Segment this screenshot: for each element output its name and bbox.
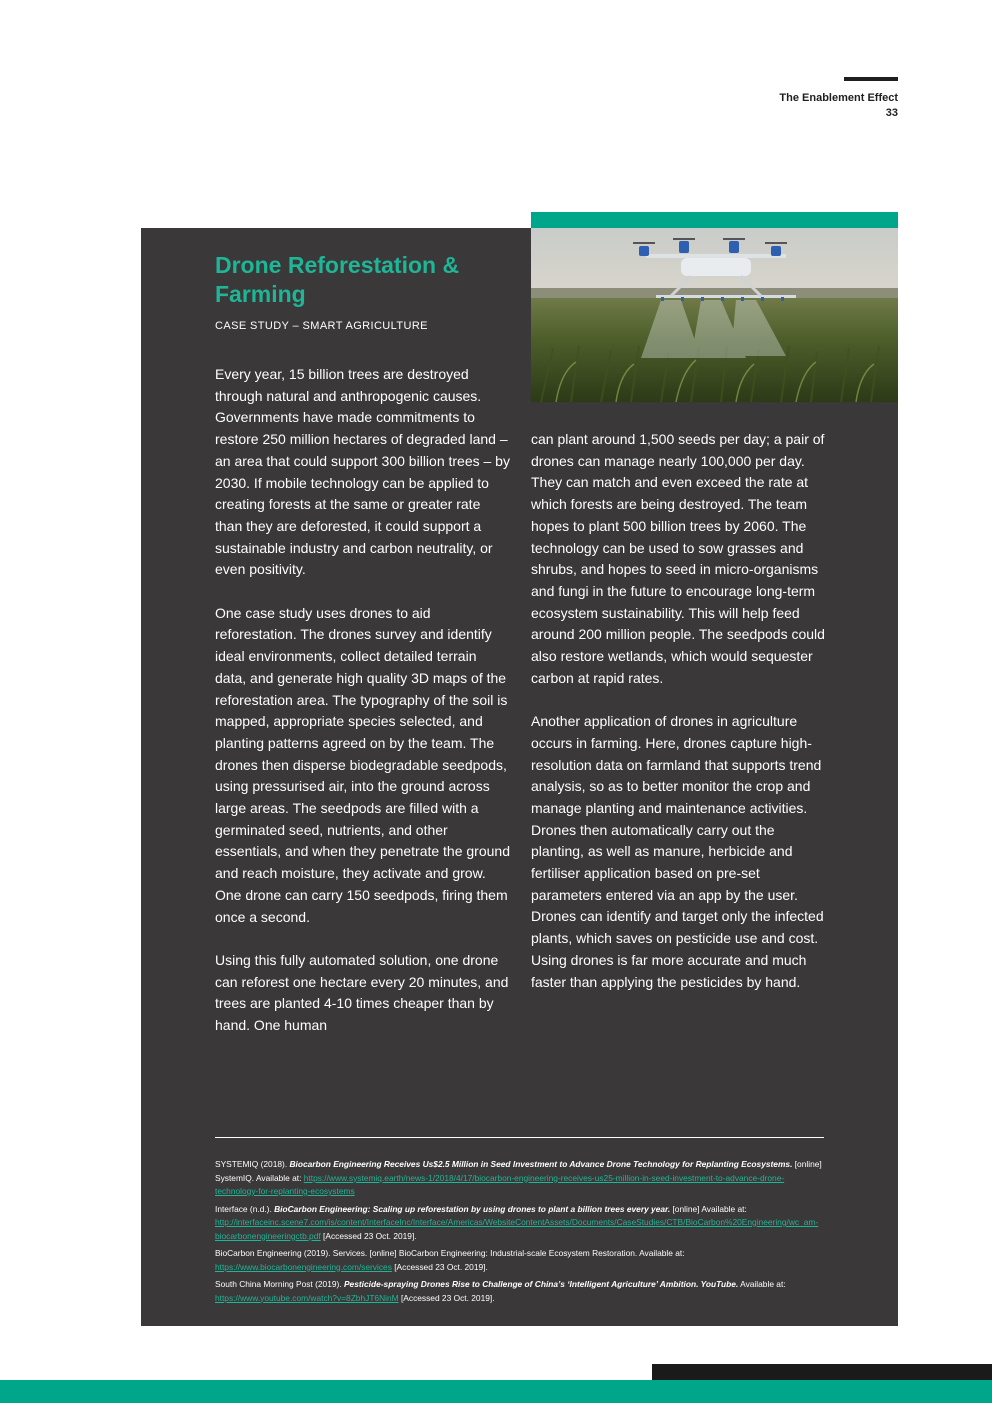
paragraph: can plant around 1,500 seeds per day; a pair of drones can manage nearly 100,000 per day. They can match and even exceed the rate at which forests are being destroyed. The team hopes to plant 500 billion trees by 2060. The technology can be used to sow grasses and shrubs, and hopes to seed in micro-organisms and fungi in the future to encourage long-term ecosystem sustainability. This will help feed around 200 million people. The seedpods could also restore wetlands, which would sequester carbon at rapid rates.	[531, 431, 825, 686]
reference-link[interactable]: http://interfaceinc.scene7.com/is/content/InterfaceInc/Interface/Americas/WebsiteContentAssets/Documents/CaseStudies/CTB/BioCarbon%20Engineering/wc_am-biocarbonengineeringctb.pdf	[215, 1217, 819, 1241]
reference-item: BioCarbon Engineering (2019). Services. [online] BioCarbon Engineering: Industrial-scale Ecosystem Restoration. Available at: https://www.biocarbonengineering.com/services [Accessed 23 Oct. 2019].	[215, 1248, 685, 1272]
reference-link[interactable]: https://www.systemiq.earth/news-1/2018/4/17/biocarbon-engineering-receives-us25-million-in-seed-investment-to-advance-drone-technology-for-replanting-ecosystems	[215, 1172, 785, 1196]
reference-link[interactable]: https://www.youtube.com/watch?v=8ZbhJT6NinM	[215, 1292, 399, 1303]
footer-band-accent	[0, 1380, 992, 1403]
article-subtitle: CASE STUDY – SMART AGRICULTURE	[215, 320, 428, 332]
reference-item: Interface (n.d.). BioCarbon Engineering: Scaling up reforestation by using drones to plant a billion trees every year. [online] Available at: http://interfaceinc.scene7.com/is/content/InterfaceInc/Interface/Americas/WebsiteContentAssets/Documents/CaseStudies/CTB/BioCarbon%20Engineering/wc_am-biocarbonengineeringctb.pdf [Accessed 23 Oct. 2019].	[215, 1203, 819, 1241]
article-title: Drone Reforestation & Farming	[215, 252, 460, 307]
drone-over-cornfield-photo	[531, 228, 898, 402]
body-column-right	[531, 429, 827, 1015]
header-title: The Enablement Effect	[779, 92, 898, 104]
accent-bar	[531, 212, 898, 228]
reference-item: South China Morning Post (2019). Pesticide-spraying Drones Rise to Challenge of China’s ‘Intelligent Agriculture’ Ambition. YouTube. Available at: https://www.youtube.com/watch?v=8ZbhJT6NinM [Accessed 23 Oct. 2019].	[215, 1279, 786, 1303]
page-number: 33	[885, 107, 898, 119]
reference-item: SYSTEMIQ (2018). Biocarbon Engineering Receives Us$2.5 Million in Seed Investment to Advance Drone Technology for Replanting Ecosystems. [online] SystemIQ. Available at: https://www.systemiq.earth/news-1/2018/4/17/biocarbon-engineering-receives-us25-million-in-seed-investment-to-advance-drone-technology-for-replanting-ecosystems	[215, 1159, 822, 1196]
paragraph: One case study uses drones to aid reforestation. The drones survey and identify ideal environments, collect detailed terrain data, and generate high quality 3D maps of the reforestation area. The typography of the soil is mapped, appropriate species selected, and planting patterns agreed on by the team. The drones then disperse biodegradable seedpods, using pressurised air, into the ground across large areas. The seedpods are filled with a germinated seed, nutrients, and other essentials, and when they penetrate the ground and reach moisture, they activate and grow. One drone can carry 150 seedpods, firing them once a second.	[215, 604, 510, 925]
references-divider	[215, 1137, 824, 1138]
body-column-left	[215, 364, 511, 1058]
header-rule	[844, 77, 898, 81]
paragraph: Every year, 15 billion trees are destroyed through natural and anthropogenic causes. Governments have made commitments to restore 250 million hectares of degraded land – an area that could support 300 billion trees – by 2030. If mobile technology can be applied to creating forests at the same or greater rate than they are deforested, it could support a sustainable industry and carbon neutrality, or even positivity.	[215, 366, 510, 578]
paragraph: Using this fully automated solution, one drone can reforest one hectare every 20 minutes, and trees are planted 4-10 times cheaper than by hand. One human	[215, 951, 509, 1034]
reference-link[interactable]: https://www.biocarbonengineering.com/services	[215, 1261, 392, 1272]
paragraph: Another application of drones in agriculture occurs in farming. Here, drones capture high-resolution data on farmland that supports trend analysis, so as to better monitor the crop and manage planting and maintenance activities. Drones then automatically carry out the planting, as well as manure, herbicide and fertiliser application based on pre-set parameters entered via an app by the user. Drones can identify and target only the infected plants, which saves on pesticide use and cost. Using drones is far more accurate and much faster than applying the pesticides by hand.	[531, 713, 824, 990]
references-list	[215, 1158, 827, 1309]
